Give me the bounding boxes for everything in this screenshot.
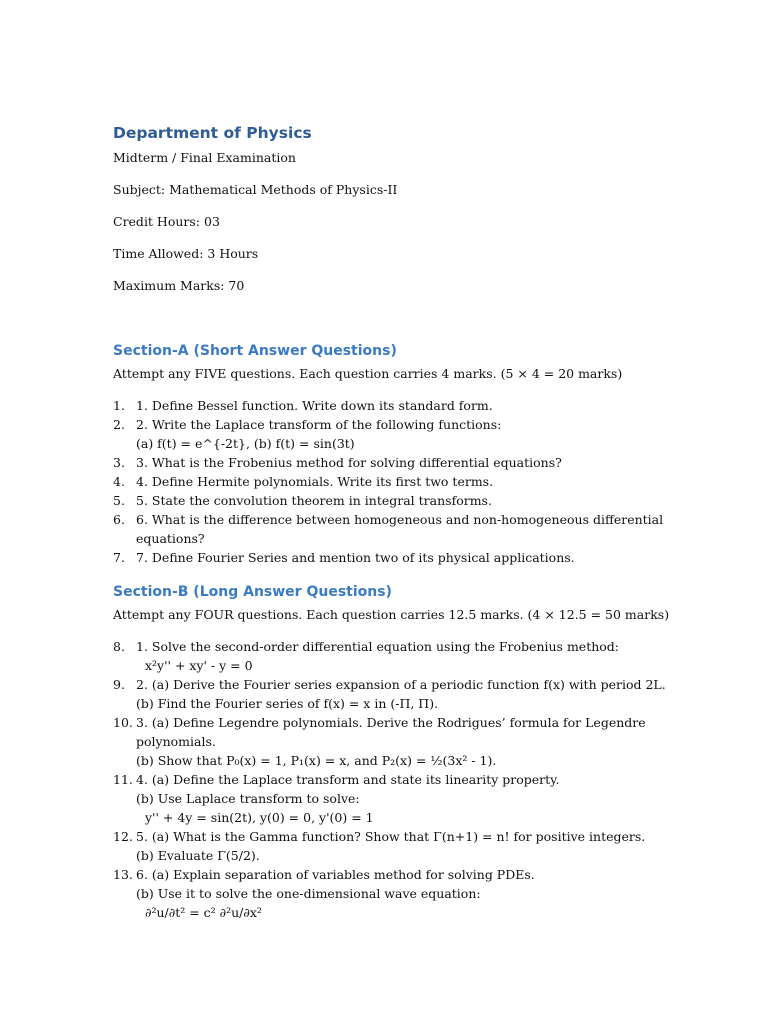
equation: ∂²u/∂t² = c² ∂²u/∂x²: [145, 905, 262, 920]
section-b-heading: Section-B (Long Answer Questions): [113, 584, 392, 600]
question-text: 5. (a) What is the Gamma function? Show that Γ(n+1) = n! for positive integers.: [136, 829, 646, 844]
question-number: 3.: [113, 455, 125, 470]
question-item: [113, 865, 673, 922]
question-subtext: equations?: [136, 531, 205, 546]
equation: x²y'' + xy' - y = 0: [145, 658, 253, 673]
question-text: 6. (a) Explain separation of variables method for solving PDEs.: [136, 867, 535, 882]
question-text: 3. What is the Frobenius method for solving differential equations?: [136, 455, 562, 470]
equation: y'' + 4y = sin(2t), y(0) = 0, y'(0) = 1: [145, 810, 374, 825]
question-subtext: (b) Use it to solve the one-dimensional wave equation:: [136, 886, 481, 901]
question-item: [113, 415, 673, 453]
question-item: [113, 396, 673, 415]
question-text: 1. Solve the second-order differential equation using the Frobenius method:: [136, 639, 620, 654]
exam-type: Midterm / Final Examination: [113, 150, 296, 165]
question-subtext: (b) Evaluate Γ(5/2).: [136, 848, 260, 863]
subject-line: Subject: Mathematical Methods of Physics-II: [113, 182, 398, 197]
question-number: 6.: [113, 512, 125, 527]
question-number: 2.: [113, 417, 125, 432]
question-text: 1. Define Bessel function. Write down its standard form.: [136, 398, 493, 413]
section-a-instructions: Attempt any FIVE questions. Each question carries 4 marks. (5 × 4 = 20 marks): [113, 366, 623, 381]
section-a-question-list: [113, 396, 673, 567]
question-number: 8.: [113, 639, 125, 654]
question-number: 7.: [113, 550, 125, 565]
question-text: 2. Write the Laplace transform of the following functions:: [136, 417, 502, 432]
question-item: [113, 453, 673, 472]
question-subtext: (b) Show that P₀(x) = 1, P₁(x) = x, and P₂(x) = ½(3x² - 1).: [136, 753, 497, 768]
question-item: [113, 548, 673, 567]
question-subtext: (b) Use Laplace transform to solve:: [136, 791, 360, 806]
question-subtext: (b) Find the Fourier series of f(x) = x in (-Π, Π).: [136, 696, 439, 711]
question-subtext: (a) f(t) = e^{-2t}, (b) f(t) = sin(3t): [136, 436, 355, 451]
question-number: 11.: [113, 772, 133, 787]
question-item: [113, 770, 673, 827]
question-text: 5. State the convolution theorem in integral transforms.: [136, 493, 492, 508]
question-text: 3. (a) Define Legendre polynomials. Derive the Rodrigues’ formula for Legendre: [136, 715, 646, 730]
question-number: 12.: [113, 829, 133, 844]
section-a-heading: Section-A (Short Answer Questions): [113, 343, 397, 359]
question-text: 4. Define Hermite polynomials. Write its first two terms.: [136, 474, 494, 489]
section-b-question-list: [113, 637, 673, 922]
question-item: [113, 491, 673, 510]
time-allowed-line: Time Allowed: 3 Hours: [113, 246, 259, 261]
question-item: [113, 827, 673, 865]
question-subtext: polynomials.: [136, 734, 216, 749]
question-number: 1.: [113, 398, 125, 413]
question-item: [113, 510, 673, 548]
question-number: 4.: [113, 474, 125, 489]
question-number: 13.: [113, 867, 133, 882]
question-number: 10.: [113, 715, 133, 730]
question-text: 2. (a) Derive the Fourier series expansion of a periodic function f(x) with period 2L.: [136, 677, 666, 692]
question-number: 5.: [113, 493, 125, 508]
question-item: [113, 472, 673, 491]
credit-hours-line: Credit Hours: 03: [113, 214, 220, 229]
question-text: 6. What is the difference between homogeneous and non-homogeneous differential: [136, 512, 664, 527]
question-item: [113, 675, 673, 713]
question-text: 7. Define Fourier Series and mention two of its physical applications.: [136, 550, 575, 565]
question-item: [113, 637, 673, 675]
section-b-instructions: Attempt any FOUR questions. Each question carries 12.5 marks. (4 × 12.5 = 50 marks): [113, 607, 670, 622]
max-marks-line: Maximum Marks: 70: [113, 278, 245, 293]
question-item: [113, 713, 673, 770]
department-title: Department of Physics: [113, 124, 312, 142]
question-text: 4. (a) Define the Laplace transform and state its linearity property.: [136, 772, 560, 787]
question-number: 9.: [113, 677, 125, 692]
